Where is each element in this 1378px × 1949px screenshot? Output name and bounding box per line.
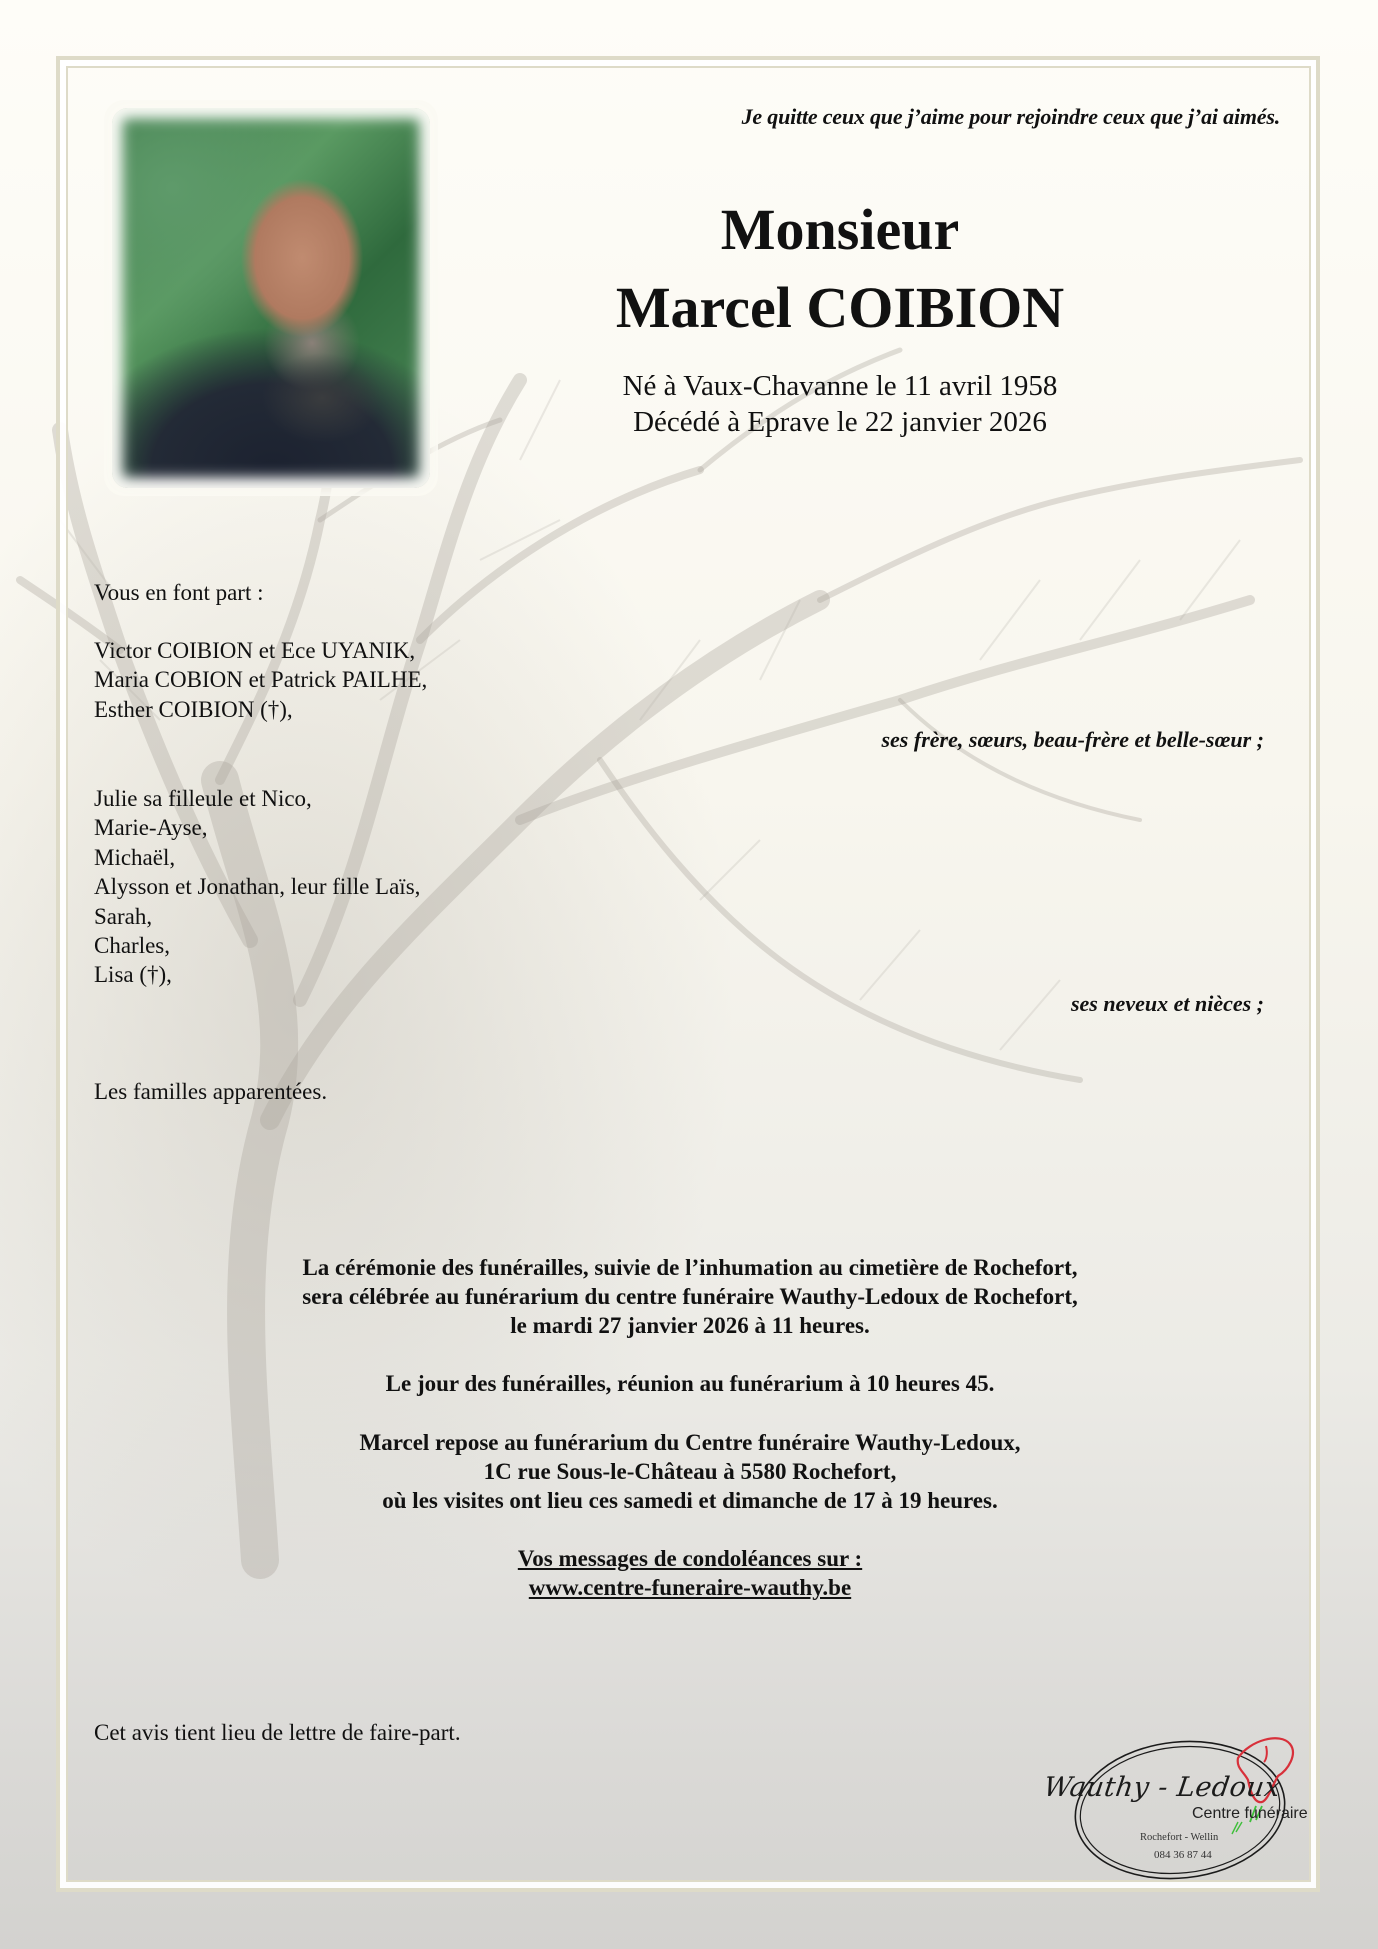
family-member: Marie-Ayse, [94,815,208,841]
ceremony-line: La cérémonie des funérailles, suivie de l’inhumation au cimetière de Rochefort, [302,1255,1078,1280]
family-member: Maria COBION et Patrick PAILHE, [94,667,428,693]
death-line: Décédé à Eprave le 22 janvier 2026 [633,406,1047,438]
related-families: Les familles apparentées. [94,1079,328,1104]
announcement-intro: Vous en font part : [94,580,264,605]
footer-note: Cet avis tient lieu de lettre de faire-part. [94,1720,461,1745]
logo-script-name: Wauthy - Ledoux [1041,1772,1283,1803]
condolences-block [140,1544,1240,1602]
portrait-photo [112,108,430,488]
ceremony-line: sera célébrée au funérarium du centre funéraire Wauthy-Ledoux de Rochefort, [302,1284,1078,1309]
logo-locations: Rochefort - Wellin [1140,1832,1219,1843]
logo-subtitle: Centre funéraire [1192,1805,1308,1822]
deceased-name: Marcel COIBION [615,275,1065,340]
family-member: Sarah, [94,903,153,929]
condolences-link[interactable]: www.centre-funeraire-wauthy.be [528,1575,852,1600]
family-member: Alysson et Jonathan, leur fille Laïs, [94,874,421,900]
ceremony-details [140,1253,1240,1340]
condolences-label: Vos messages de condoléances sur : [517,1546,863,1571]
visitation-line: où les visites ont lieu ces samedi et dimanche de 17 à 19 heures. [382,1488,998,1513]
visitation-details [140,1428,1240,1515]
nephews-relation: ses neveux et nièces ; [1070,991,1264,1016]
family-member: Victor COIBION et Ece UYANIK, [94,638,416,663]
logo-phone: 084 36 87 44 [1154,1849,1212,1861]
family-member: Charles, [94,933,171,959]
deceased-honorific: Monsieur [720,197,960,262]
nephews-nieces-list [94,784,420,990]
birth-line: Né à Vaux-Chavanne le 11 avril 1958 [622,370,1058,402]
ceremony-line: le mardi 27 janvier 2026 à 11 heures. [510,1313,870,1338]
family-member: Julie sa filleule et Nico, [94,786,312,811]
siblings-list [94,636,427,724]
family-member: Michaël, [94,844,176,870]
family-member: Esther COIBION (†), [94,696,293,722]
visitation-line: 1C rue Sous-le-Château à 5580 Rochefort, [483,1459,897,1484]
family-member: Lisa (†), [94,962,172,988]
epitaph-quote: Je quitte ceux que j’aime pour rejoindre ceux que j’ai aimés. [741,104,1280,129]
visitation-line: Marcel repose au funérarium du Centre funéraire Wauthy-Ledoux, [359,1430,1021,1455]
life-dates [500,368,1180,440]
meeting-info: Le jour des funérailles, réunion au funérarium à 10 heures 45. [385,1371,995,1396]
siblings-relation: ses frère, sœurs, beau-frère et belle-sœur ; [881,727,1264,752]
funeral-home-logo [1040,1710,1330,1890]
